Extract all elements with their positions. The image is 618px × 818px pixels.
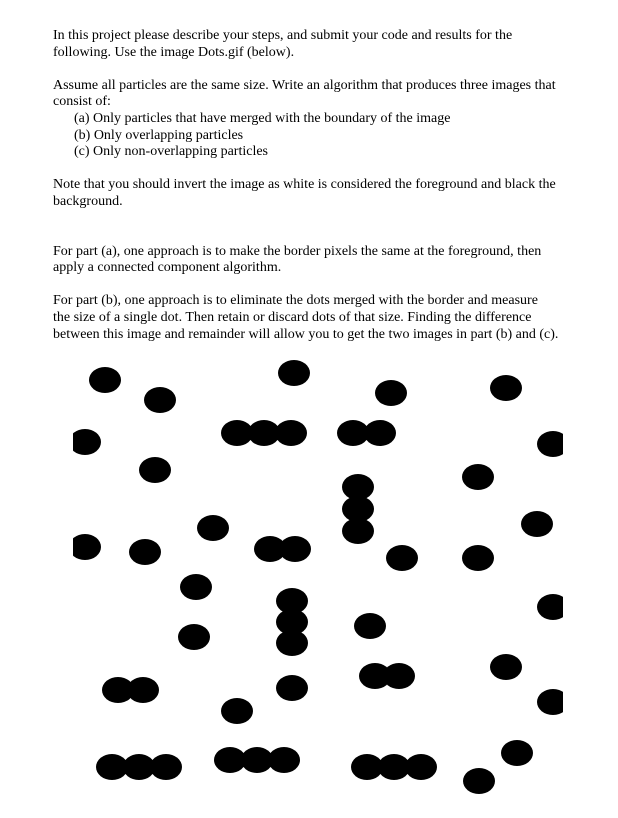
dot (490, 654, 522, 680)
cluster-dot (150, 754, 182, 780)
border-dot (537, 689, 569, 715)
cluster-dot (279, 536, 311, 562)
list-item-c: (c) Only non-overlapping particles (74, 144, 268, 160)
dot (463, 768, 495, 794)
dot (462, 545, 494, 571)
cluster-dot (405, 754, 437, 780)
dot (501, 740, 533, 766)
dot (197, 515, 229, 541)
dot (375, 380, 407, 406)
border-dot (537, 594, 569, 620)
dot (221, 698, 253, 724)
note-line-2: background. (53, 193, 123, 209)
dot (178, 624, 210, 650)
note-line-1: Note that you should invert the image as white is considered the foreground and black the (53, 177, 556, 193)
intro-line-1: In this project please describe your steps, and submit your code and results for the (53, 28, 513, 43)
dot (89, 367, 121, 393)
dot (276, 675, 308, 701)
dot (462, 464, 494, 490)
part-b-line-2: the size of a single dot. Then retain or discard dots of that size. Finding the difference (53, 309, 532, 325)
list-item-b: (b) Only overlapping particles (74, 127, 244, 143)
dot (354, 613, 386, 639)
dot (278, 360, 310, 386)
cluster-dot (268, 747, 300, 773)
part-b-line-1: For part (b), one approach is to eliminate the dots merged with the border and measure (53, 293, 538, 309)
dot (139, 457, 171, 483)
cluster-dot (275, 420, 307, 446)
cluster-dot (127, 677, 159, 703)
dot (180, 574, 212, 600)
cluster-dot (276, 630, 308, 656)
assume-line-2: consist of: (53, 94, 111, 110)
assume-line-1: Assume all particles are the same size. Write an algorithm that produces three images that (53, 77, 556, 93)
dot (144, 387, 176, 413)
cluster-dot (383, 663, 415, 689)
part-a-line-1: For part (a), one approach is to make the border pixels the same at the foreground, then (53, 243, 542, 259)
cluster-dot (364, 420, 396, 446)
border-dot (537, 431, 569, 457)
dot (129, 539, 161, 565)
part-a-line-2: apply a connected component algorithm. (53, 260, 282, 276)
dot (490, 375, 522, 401)
cluster-dot (342, 518, 374, 544)
dot (386, 545, 418, 571)
dot (521, 511, 553, 537)
list-item-a: (a) Only particles that have merged with the boundary of the image (74, 110, 451, 126)
intro-line-2: following. Use the image Dots.gif (below). (53, 44, 295, 60)
part-b-line-3: between this image and remainder will allow you to get the two images in part (b) and (c). (53, 326, 559, 342)
border-dot (69, 534, 101, 560)
border-dot (69, 429, 101, 455)
